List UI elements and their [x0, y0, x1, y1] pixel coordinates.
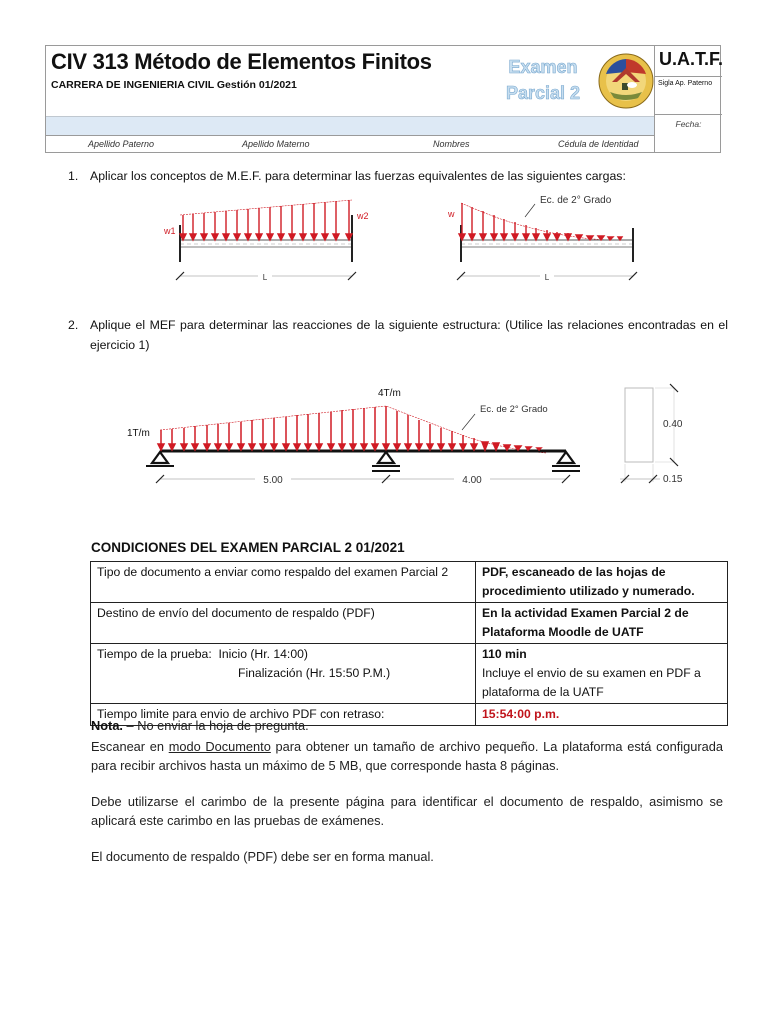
- time-end: Finalización (Hr. 15:50 P.M.): [238, 666, 391, 680]
- length-label-L: L: [544, 273, 550, 282]
- figure-cross-section: [600, 378, 710, 493]
- institution-label: U.A.T.F.: [659, 49, 724, 69]
- condition-label: Destino de envío del documento de respaldo (PDF): [91, 603, 476, 644]
- career-subtitle: CARRERA DE INGENIERIA CIVIL Gestión 01/2021: [51, 79, 297, 91]
- load-label-peak: 4T/m: [378, 388, 401, 399]
- university-seal-logo-icon: [598, 52, 654, 110]
- span-label-2: 4.00: [462, 475, 482, 486]
- table-row: [91, 562, 728, 603]
- question-2-text: Aplique el MEF para determinar las reacciones de la siguiente estructura: (Utilice las relaciones encontradas en el ejercicio 1): [90, 318, 728, 352]
- load-label-w1: w1: [164, 226, 176, 236]
- question-1-text: Aplicar los conceptos de M.E.F. para determinar las fuerzas equivalentes de las siguientes cargas:: [90, 169, 626, 183]
- exam-label-line1: Examen: [508, 57, 578, 77]
- conditions-table: [90, 561, 728, 726]
- question-1-number: 1.: [68, 169, 79, 183]
- section-height-label: 0.40: [663, 419, 683, 430]
- table-row: [91, 644, 728, 704]
- conditions-title: CONDICIONES DEL EXAMEN PARCIAL 2 01/2021: [91, 540, 405, 555]
- note-paragraph-scan: [91, 737, 723, 775]
- curve-label: Ec. de 2° Grado: [480, 404, 548, 415]
- section-width-label: 0.15: [663, 474, 683, 485]
- exam-label-line2: Parcial 2: [506, 83, 581, 103]
- label-cedula: Cédula de Identidad: [558, 139, 639, 149]
- label-nombres: Nombres: [433, 139, 470, 149]
- student-info-labels: [46, 135, 654, 153]
- exam-header-stamp: [45, 45, 724, 153]
- question-2-number: 2.: [68, 318, 79, 332]
- label-apellido-paterno: Apellido Paterno: [88, 139, 155, 149]
- exam-label: [506, 54, 580, 106]
- student-info-input-row[interactable]: [46, 116, 654, 135]
- fecha-field: Fecha:: [655, 114, 722, 129]
- figure-continuous-beam: [110, 378, 590, 490]
- note-line: [91, 716, 723, 735]
- span-label-1: 5.00: [263, 475, 283, 486]
- stamp-right-column: [654, 46, 722, 152]
- curve-label: Ec. de 2° Grado: [540, 195, 612, 206]
- note-p1-end: para obtener un tamaño de archivo pequeño. La plataforma está configurada para recibir archivos hasta un máximo de 5 MB, que corresponde hasta 8 páginas.: [91, 739, 723, 773]
- time-label: Tiempo de la prueba:: [97, 647, 212, 661]
- duration-note: Incluye el envio de su examen en PDF a plataforma de la UATF: [482, 666, 701, 699]
- course-title: CIV 313 Método de Elementos Finitos: [51, 49, 432, 74]
- note-p1-start: Escanear en: [91, 739, 169, 754]
- condition-value: En la actividad Examen Parcial 2 de Plataforma Moodle de UATF: [476, 603, 728, 644]
- note-paragraph-manual: El documento de respaldo (PDF) debe ser en forma manual.: [91, 849, 434, 864]
- figure-trapezoidal-load: [150, 195, 380, 285]
- late-deadline-value: 15:54:00 p.m.: [476, 704, 728, 726]
- note-paragraph-stamp: Debe utilizarse el carimbo de la presente página para identificar el documento de respaldo, asimismo se aplicará este carimbo en las pruebas de exámenes.: [91, 794, 723, 828]
- duration: 110 min: [482, 647, 527, 661]
- condition-label: Tiempo limite para envio de archivo PDF con retraso:: [91, 704, 476, 726]
- label-apellido-materno: Apellido Materno: [242, 139, 310, 149]
- condition-value: PDF, escaneado de las hojas de procedimiento utilizado y numerado.: [476, 562, 728, 603]
- time-start: Inicio (Hr. 14:00): [218, 647, 308, 661]
- load-label-w2: w2: [357, 211, 369, 221]
- sigla-field: Sigla Ap. Paterno: [655, 76, 722, 87]
- condition-value-time: [476, 644, 728, 704]
- table-row: [91, 603, 728, 644]
- note-text: – No enviar la hoja de pregunta.: [123, 718, 309, 733]
- length-label-L: L: [262, 273, 268, 282]
- load-label-left: 1T/m: [127, 428, 150, 439]
- note-label: Nota.: [91, 718, 123, 733]
- condition-label: Tipo de documento a enviar como respaldo del examen Parcial 2: [91, 562, 476, 603]
- load-label-w: w: [448, 209, 455, 219]
- modo-documento-link: modo Documento: [168, 739, 271, 754]
- figure-parabolic-load: [440, 190, 650, 285]
- condition-label-time: [91, 644, 476, 704]
